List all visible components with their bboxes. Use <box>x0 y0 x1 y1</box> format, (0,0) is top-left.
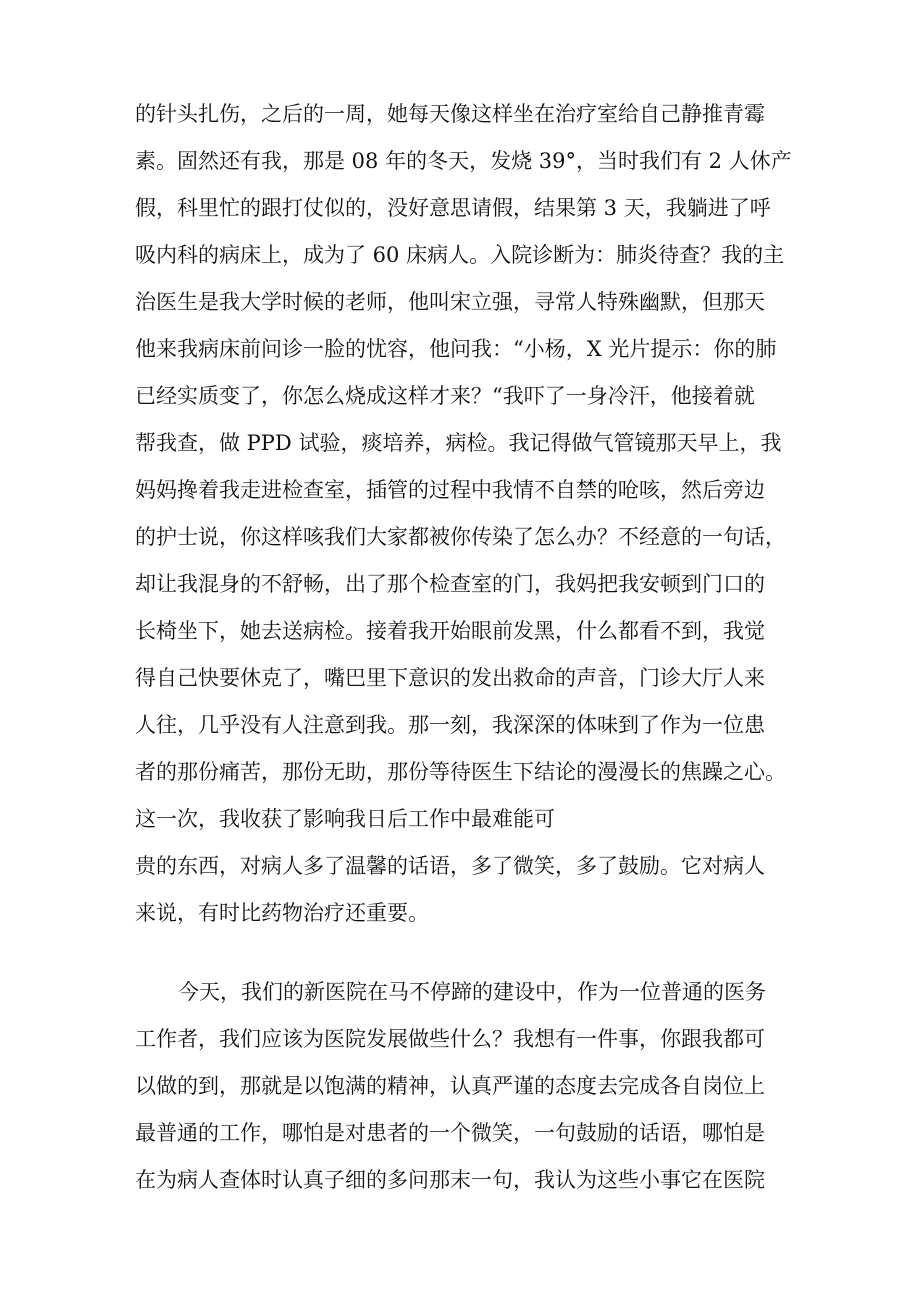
text-line: 今天，我们的新医院在马不停蹄的建设中，作为一位普通的医务 <box>178 980 766 1004</box>
text-line: 工作者，我们应该为医院发展做些什么？我想有一件事，你跟我都可 <box>135 1027 765 1051</box>
text-line: 妈妈搀着我走进检查室，插管的过程中我情不自禁的呛咳，然后旁边 <box>135 478 765 502</box>
text-line: 治医生是我大学时候的老师，他叫宋立强，寻常人特殊幽默，但那天 <box>135 290 765 314</box>
text-line: 他来我病床前问诊一脸的忧容，他问我：“小杨，X 光片提示：你的肺 <box>135 337 777 361</box>
text-line: 帮我查，做 PPD 试验，痰培养，病检。我记得做气管镜那天早上，我 <box>135 431 782 455</box>
text-line: 人往，几乎没有人注意到我。那一刻，我深深的体味到了作为一位患 <box>135 713 765 737</box>
text-line: 的针头扎伤，之后的一周，她每天像这样坐在治疗室给自己静推青霉 <box>135 102 765 126</box>
text-line: 在为病人查体时认真子细的多问那末一句，我认为这些小事它在医院 <box>135 1168 765 1192</box>
text-line: 假，科里忙的跟打仗似的，没好意思请假，结果第 3 天，我躺进了呼 <box>135 196 771 220</box>
text-line: 这一次，我收获了影响我日后工作中最难能可 <box>135 807 555 831</box>
text-line: 已经实质变了，你怎么烧成这样才来？“我吓了一身冷汗，他接着就 <box>135 384 755 408</box>
text-line: 最普通的工作，哪怕是对患者的一个微笑，一句鼓励的话语，哪怕是 <box>135 1121 765 1145</box>
text-line: 贵的东西，对病人多了温馨的话语，多了微笑，多了鼓励。它对病人 <box>135 854 765 878</box>
text-line: 长椅坐下，她去送病检。接着我开始眼前发黑，什么都看不到，我觉 <box>135 619 765 643</box>
text-line: 吸内科的病床上，成为了 60 床病人。入院诊断为：肺炎待查？我的主 <box>135 243 785 267</box>
text-line: 的护士说，你这样咳我们大家都被你传染了怎么办？不经意的一句话， <box>135 525 786 549</box>
text-line: 得自己快要休克了，嘴巴里下意识的发出救命的声音，门诊大厅人来 <box>135 666 765 690</box>
text-line: 者的那份痛苦，那份无助，那份等待医生下结论的漫漫长的焦躁之心。 <box>135 760 786 784</box>
text-line: 却让我混身的不舒畅，出了那个检查室的门，我妈把我安顿到门口的 <box>135 572 765 596</box>
text-line: 以做的到，那就是以饱满的精神，认真严谨的态度去完成各自岗位上 <box>135 1074 765 1098</box>
text-line: 素。固然还有我，那是 08 年的冬天，发烧 39°，当时我们有 2 人休产 <box>135 149 792 173</box>
text-line: 来说，有时比药物治疗还重要。 <box>135 901 429 925</box>
